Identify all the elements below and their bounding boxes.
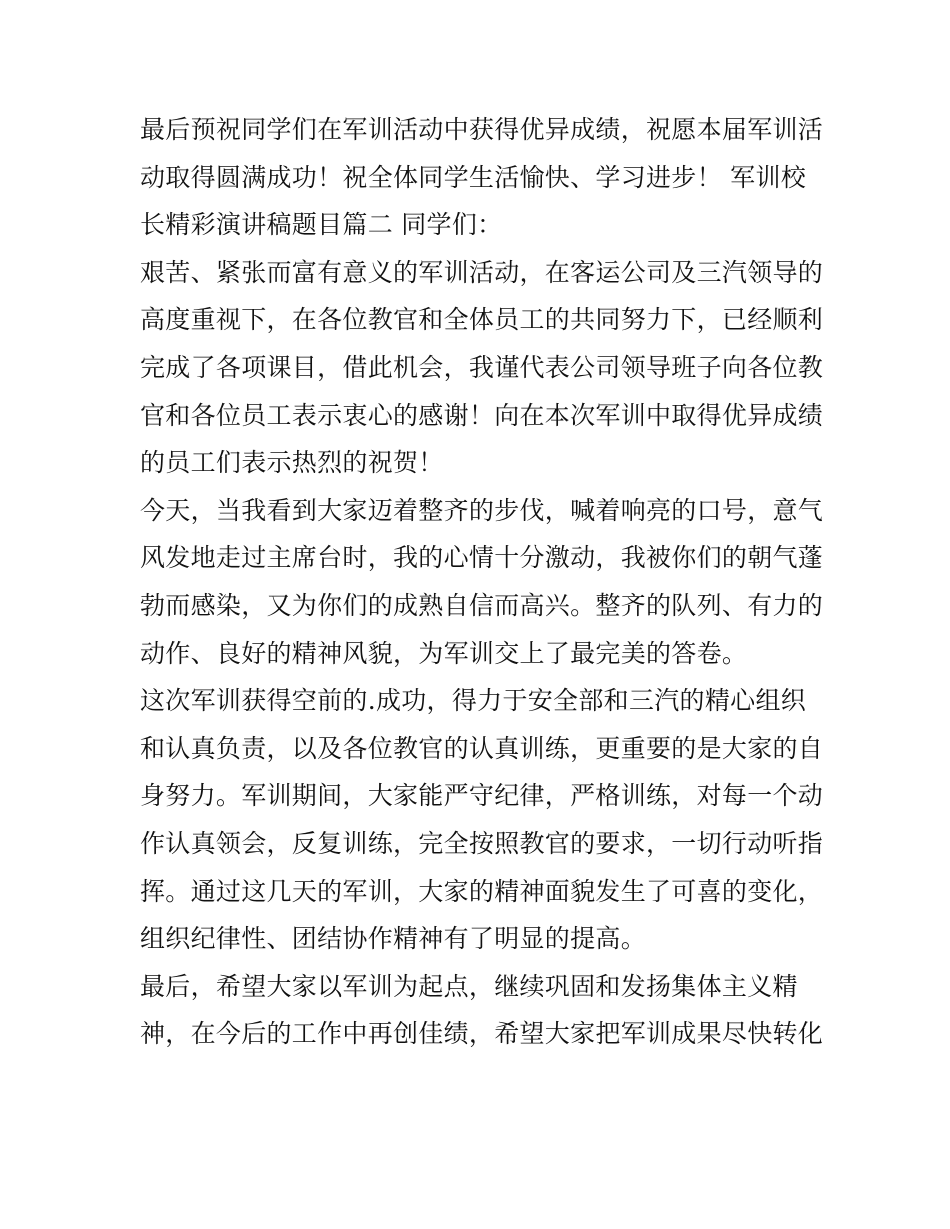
text-line: 最后，希望大家以军训为起点，继续巩固和发扬集体主义精 [140,971,798,1001]
text-line: 作认真领会，反复训练，完全按照教官的要求，一切行动听指 [140,828,824,858]
text-line: 组织纪律性、团结协作精神有了明显的提高。 [140,924,647,954]
text-line: 高度重视下，在各位教官和全体员工的共同努力下，已经顺利 [140,305,824,335]
text-line: 和认真负责，以及各位教官的认真训练，更重要的是大家的自 [140,733,824,763]
text-line: 最后预祝同学们在军训活动中获得优异成绩，祝愿本届军训活 [140,115,824,144]
text-line: 的员工们表示热烈的祝贺！ [140,448,444,478]
text-line: 挥。通过这几天的军训，大家的精神面貌发生了可喜的变化， [140,876,824,906]
text-line: 身努力。军训期间，大家能严守纪律，严格训练，对每一个动 [140,781,824,811]
text-line: 动作、良好的精神风貌，为军训交上了最完美的答卷。 [140,638,748,668]
text-line: 风发地走过主席台时，我的心情十分激动，我被你们的朝气蓬 [140,543,824,573]
text-line: 神，在今后的工作中再创佳绩，希望大家把军训成果尽快转化 [140,1019,824,1049]
text-line: 今天，当我看到大家迈着整齐的步伐，喊着响亮的口号，意气 [140,495,824,525]
text-line: 艰苦、紧张而富有意义的军训活动，在客运公司及三汽领导的 [140,257,824,287]
text-line: 动取得圆满成功！祝全体同学生活愉快、学习进步！ 军训校 [140,162,807,192]
text-line: 官和各位员工表示衷心的感谢！向在本次军训中取得优异成绩 [140,400,824,430]
text-line: 长精彩演讲稿题目篇二 同学们： [140,210,503,240]
text-line: 这次军训获得空前的.成功，得力于安全部和三汽的精心组织 [140,686,807,716]
text-line: 完成了各项课目，借此机会，我谨代表公司领导班子向各位教 [140,352,824,382]
text-line: 勃而感染，又为你们的成熟自信而高兴。整齐的队列、有力的 [140,590,824,620]
body-text [140,106,824,1058]
